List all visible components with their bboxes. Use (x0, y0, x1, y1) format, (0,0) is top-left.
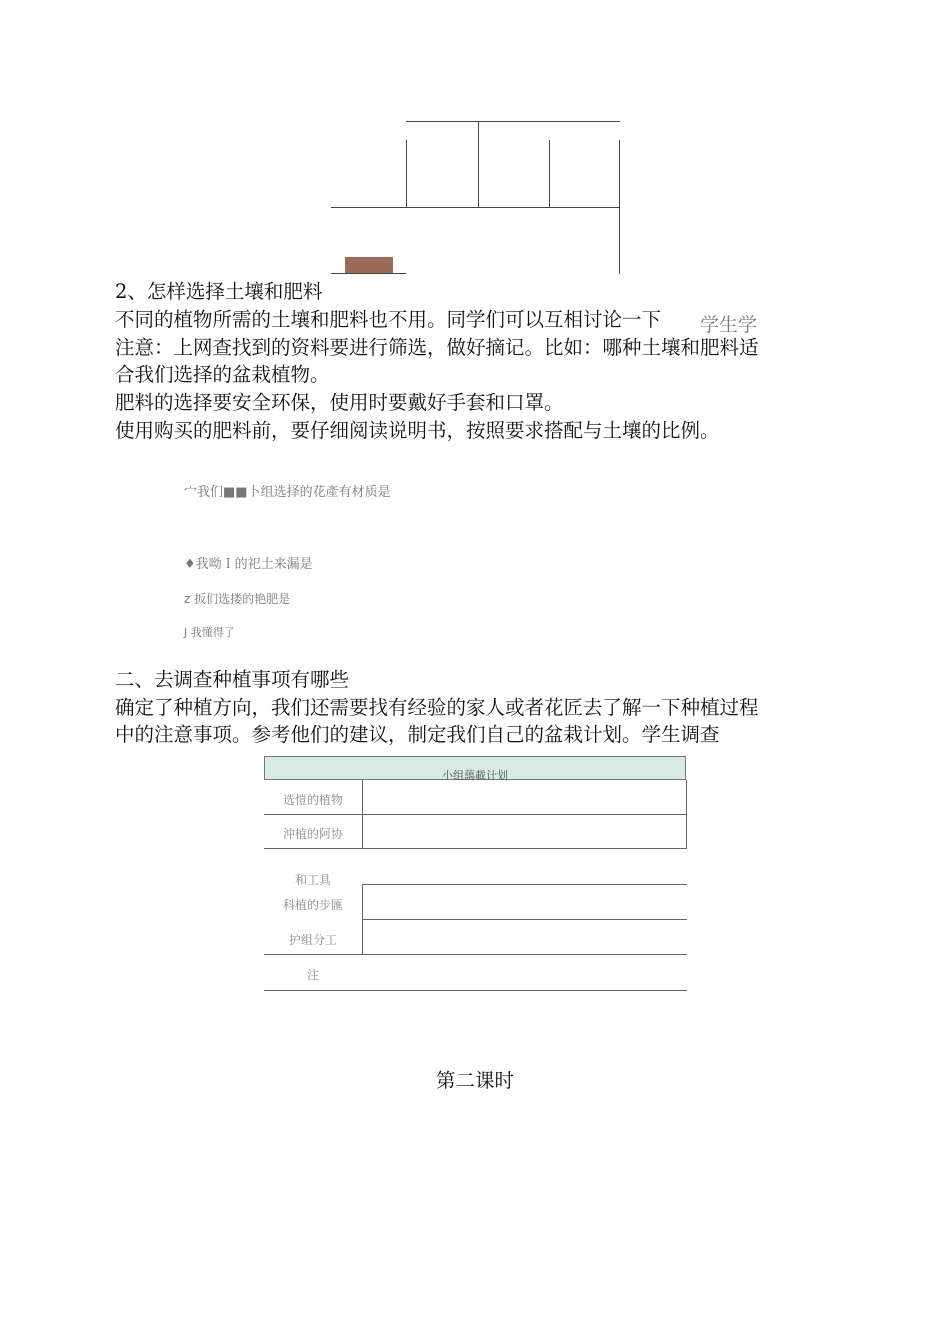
table-row-label: 护组分工 (288, 933, 337, 947)
table-line (362, 884, 687, 885)
plan-table-title: 小组藹載计划 (442, 769, 508, 782)
section-2-line-2: 注意：上网查找到的资料要进行筛选，做好摘记。比如：哪种土壤和肥料适 (115, 336, 759, 359)
table-line (362, 919, 687, 920)
worksheet-question-3: z 扳们选搂的艳肥是 (184, 592, 291, 606)
section-2-line-1: 不同的植物所需的土壤和肥料也不用。同学们可以互相讨论一下 (115, 308, 662, 331)
plan-table-header (264, 756, 686, 780)
table-line (264, 848, 687, 849)
lesson-title: 第二课时 (435, 1069, 514, 1092)
table-line (264, 814, 687, 815)
table-row-label: 科植的步匯 (282, 898, 343, 912)
diagram-line (549, 140, 550, 207)
section-2-line-3: 合我们选择的盆栽植物。 (115, 363, 330, 386)
diagram-line (331, 207, 620, 208)
worksheet-question-4: J 我懂得了 (184, 626, 235, 639)
diagram-line (406, 140, 407, 207)
diagram-line (406, 121, 620, 122)
worksheet-question-1: 宀我们■■卜组选择的花產有材质是 (184, 485, 391, 500)
table-row-label: 注 (306, 968, 319, 982)
diagram-line (478, 121, 479, 207)
soil-block (345, 257, 393, 273)
section-two-line-2: 中的注意事项。参考他们的建议，制定我们自己的盆栽计划。学生调查 (115, 723, 720, 746)
table-row-label: 和工具 (294, 873, 331, 887)
section-two-heading: 二、去调查种植事项有哪些 (115, 668, 350, 691)
table-line (264, 990, 687, 991)
table-row-label: 选愷的植物 (282, 793, 343, 807)
diagram-line (331, 273, 406, 274)
section-2-line-5: 使用购买的肥料前，要仔细阅读说明书，按照要求搭配与土壤的比例。 (115, 419, 720, 442)
section-2-line-4: 肥料的选择要安全环保，使用时要戴好手套和口罩。 (115, 391, 564, 414)
table-line (264, 954, 687, 955)
table-row-label: 沖植的阿协 (282, 827, 343, 841)
section-two-line-1: 确定了种植方向，我们还需要找有经验的家人或者花匠去了解一下种植过程 (115, 696, 759, 719)
worksheet-question-2: ♦我呦Ｉ的祀土来漏是 (184, 557, 313, 572)
overlapping-ghost-text: 学生学 (700, 314, 758, 336)
section-2-heading: 2、怎样选择土壤和肥料 (115, 280, 323, 303)
